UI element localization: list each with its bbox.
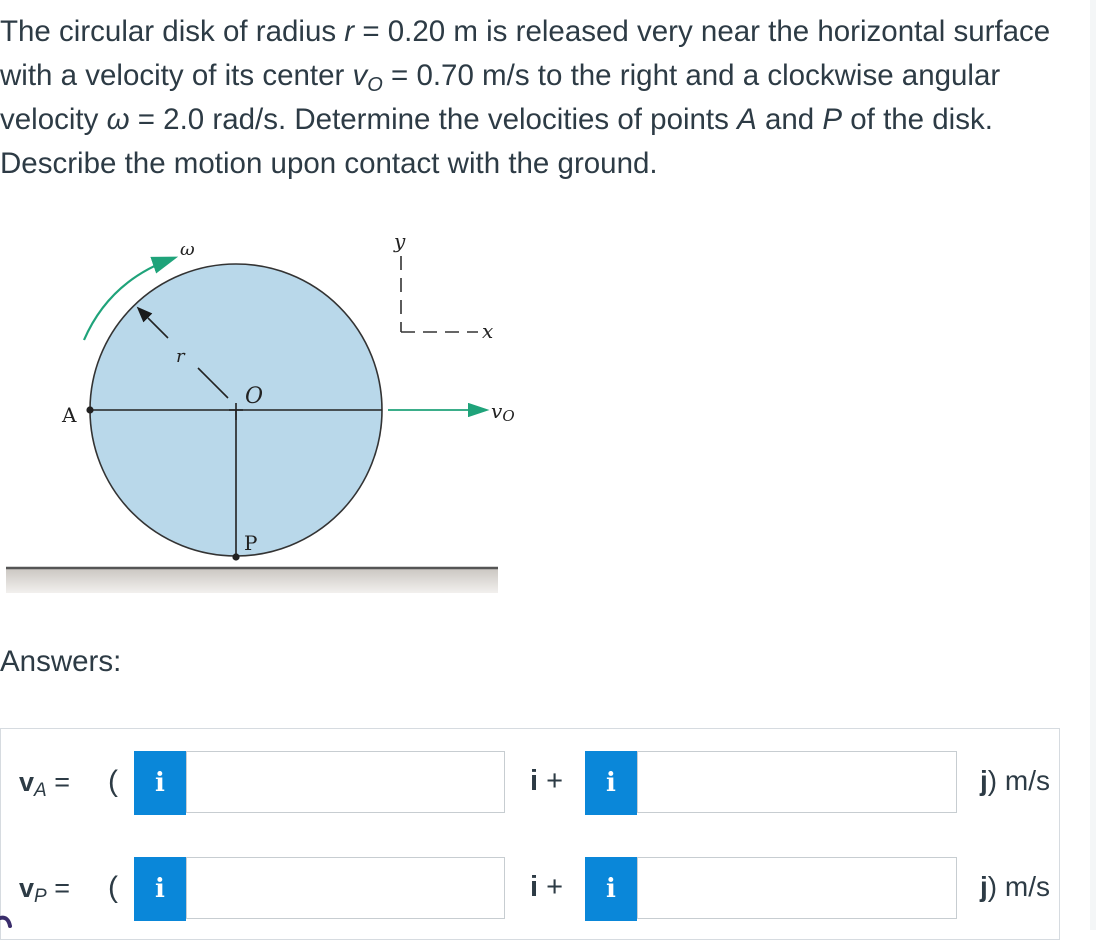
r-label: r <box>176 346 185 367</box>
info-icon[interactable]: i <box>585 857 637 921</box>
p-label: P <box>244 531 258 555</box>
point-a-symbol: A <box>737 103 757 136</box>
point-p-symbol: P <box>822 103 843 136</box>
problem-text: = 0.70 m/s to the right and a clockwise angular velocity <box>0 59 1001 136</box>
vo-label: vO <box>491 399 515 425</box>
info-icon[interactable]: i <box>134 751 186 815</box>
vp-x-input[interactable] <box>186 857 505 919</box>
disk-diagram <box>0 225 520 605</box>
answers-heading: Answers: <box>0 645 122 678</box>
x-label: x <box>482 319 494 343</box>
corner-bracket-icon <box>0 912 16 932</box>
j-unit-label: j) m/s <box>980 765 1050 796</box>
point-p <box>232 553 239 560</box>
j-unit-label: j) m/s <box>980 871 1050 902</box>
velocity-symbol: v <box>352 59 368 92</box>
problem-text: of the disk. Describe the motion upon contact with the ground. <box>0 103 993 180</box>
problem-text: and <box>756 103 823 136</box>
point-a <box>86 406 93 413</box>
omega-label: ω <box>180 239 195 260</box>
radius-symbol: r <box>344 15 355 48</box>
y-label: y <box>394 229 406 253</box>
va-x-input[interactable] <box>186 751 505 813</box>
open-paren: ( <box>108 871 118 904</box>
va-y-input[interactable] <box>637 751 957 813</box>
a-label: A <box>62 403 77 427</box>
va-label: $v_A$ = <box>19 767 70 801</box>
answer-panel <box>0 728 1060 940</box>
omega-symbol: ω <box>106 103 130 136</box>
problem-text: = 0.20 m is released very near the horizontal surface with a velocity of its center <box>0 15 1051 92</box>
answer-row-va <box>1 751 1059 817</box>
problem-text: The circular disk of radius <box>0 15 345 48</box>
i-unit-label: i + <box>530 765 564 797</box>
info-icon[interactable]: i <box>585 751 637 815</box>
info-icon[interactable]: i <box>134 857 186 921</box>
vp-y-input[interactable] <box>637 857 957 919</box>
o-label: O <box>245 384 264 409</box>
ground-surface <box>6 567 498 593</box>
problem-text: = 2.0 rad/s. Determine the velocities of points <box>129 103 738 136</box>
velocity-subscript: O <box>367 74 383 96</box>
answer-row-vp <box>1 857 1059 923</box>
i-unit-label: i + <box>530 871 564 903</box>
open-paren: ( <box>108 765 118 798</box>
problem-statement <box>0 10 1070 186</box>
scrollbar-track[interactable] <box>1090 0 1096 930</box>
vp-label: $v_P$ = <box>19 873 70 907</box>
